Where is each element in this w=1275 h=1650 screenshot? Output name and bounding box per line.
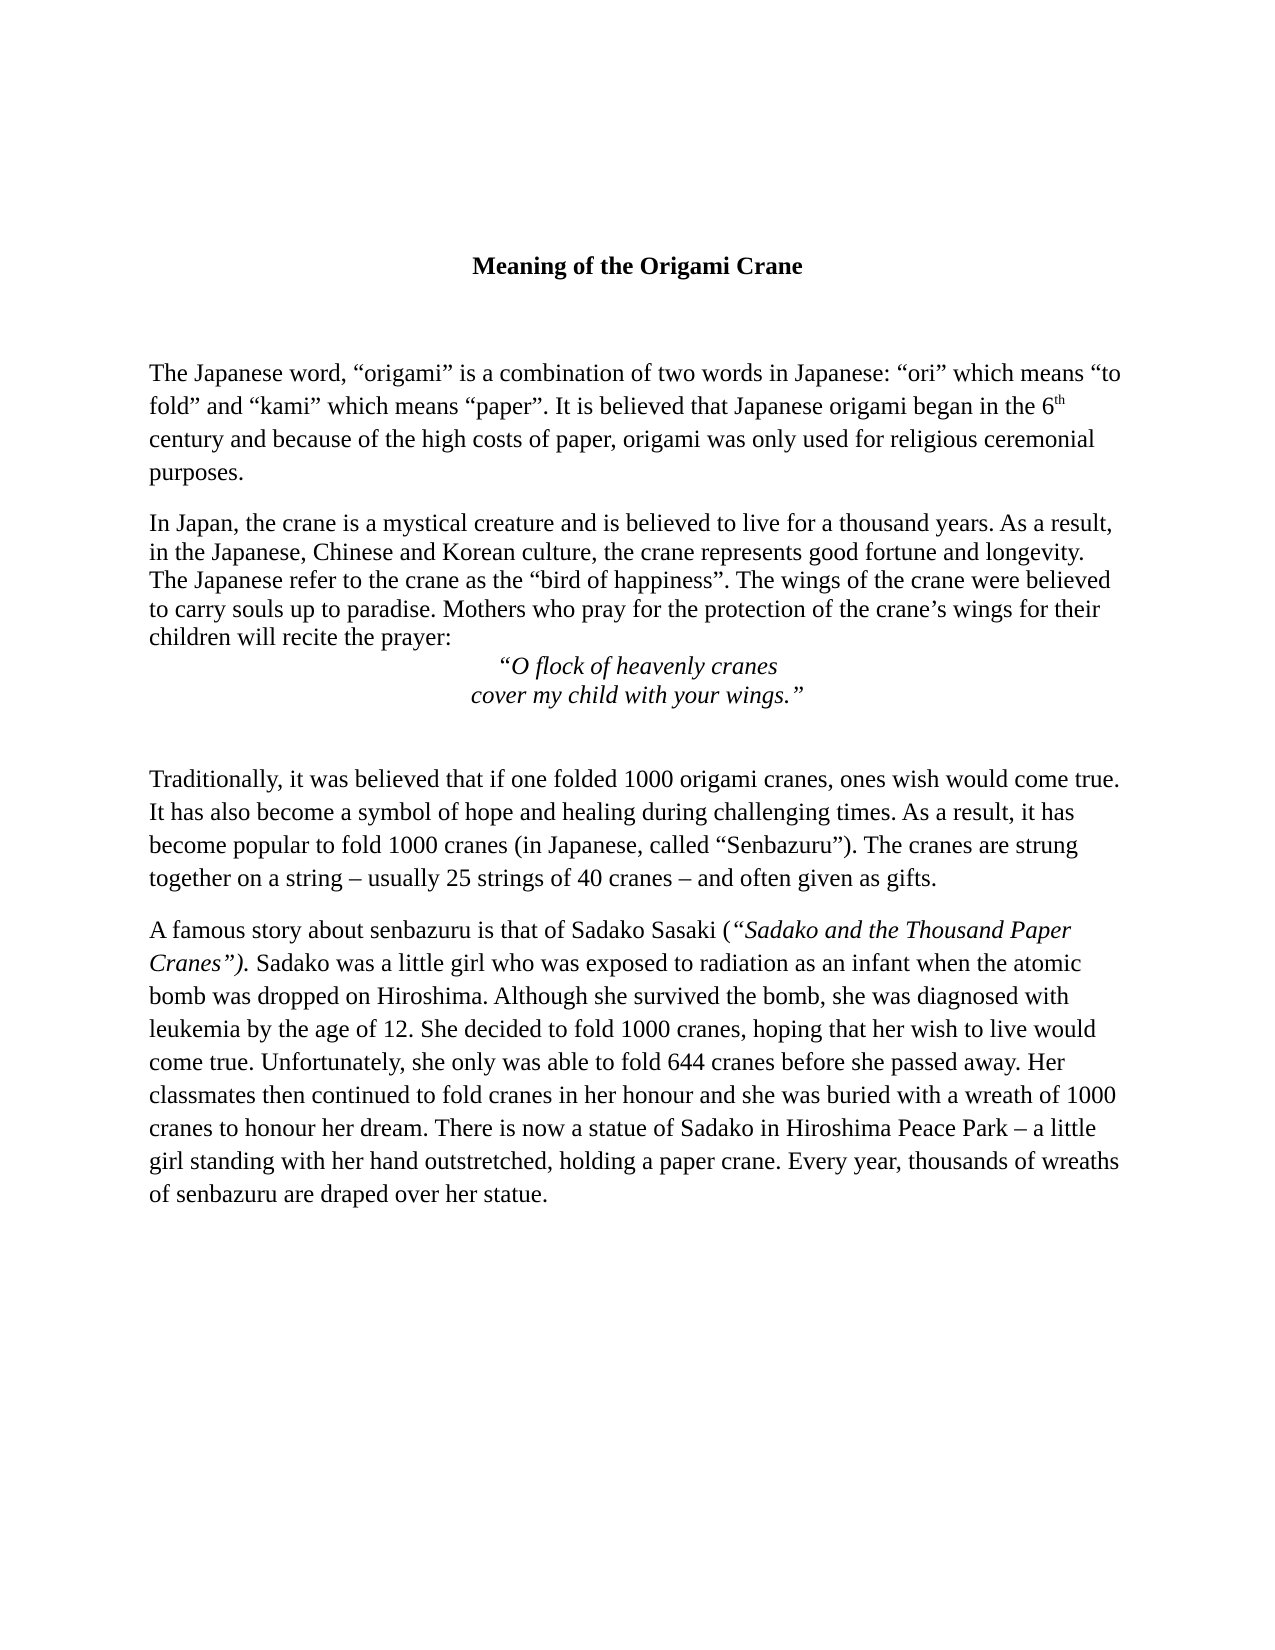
paragraph-senbazuru: Traditionally, it was believed that if one folded 1000 origami cranes, ones wish would come true. It has also become a symbol of hope and healing during challenging times. As a result, it has become popular to fold 1000 cranes (in Japanese, called “Senbazuru”). The cranes are strung together on a string – usually 25 strings of 40 cranes – and often given as gifts. xyxy=(149,766,1120,892)
paragraph-origami-meaning xyxy=(149,357,1125,489)
ordinal-superscript: th xyxy=(1054,393,1066,408)
document-title: Meaning of the Origami Crane xyxy=(472,253,803,280)
book-title-italic: “Sadako and the Thousand Paper Cranes”). xyxy=(149,917,1072,977)
paragraph-origami-text-start: The Japanese word, “origami” is a combination of two words in Japanese: “ori” which means “to fold” and “kami” which means “paper”. It is believed that Japanese origami began in the 6 xyxy=(149,360,1121,420)
paragraph-origami-text-end: century and because of the high costs of paper, origami was only used for religious ceremonial purposes. xyxy=(149,426,1095,486)
prayer-line-2: cover my child with your wings.” xyxy=(470,681,805,709)
paragraph-sadako-text-end: Sadako was a little girl who was exposed to radiation as an infant when the atomic bomb was dropped on Hiroshima. Although she survived the bomb, she was diagnosed with leukemia by the age of 12. She decided to fold 1000 cranes, hoping that her wish to live would come true. Unfortunately, she only was able to fold 644 cranes before she passed away. Her classmates then continued to fold cranes in her honour and she was buried with a wreath of 1000 cranes to honour her dream. There is now a statue of Sadako in Hiroshima Peace Park – a little girl standing with her hand outstretched, holding a paper crane. Every year, thousands of wreaths of senbazuru are draped over her statue. xyxy=(149,950,1120,1208)
paragraph-crane-japan: In Japan, the crane is a mystical creature and is believed to live for a thousand years. As a result, in the Japanese, Chinese and Korean culture, the crane represents good fortune and longevity. The Japanese refer to the crane as the “bird of happiness”. The wings of the crane were believed to carry souls up to paradise. Mothers who pray for the protection of the crane’s wings for their children will recite the prayer: xyxy=(149,510,1113,651)
prayer-line-1: “O flock of heavenly cranes xyxy=(497,653,778,680)
paragraph-sadako-text-start: A famous story about senbazuru is that of Sadako Sasaki ( xyxy=(149,917,731,944)
prayer-quote xyxy=(0,653,1275,710)
paragraph-sadako-story xyxy=(149,914,1125,1211)
